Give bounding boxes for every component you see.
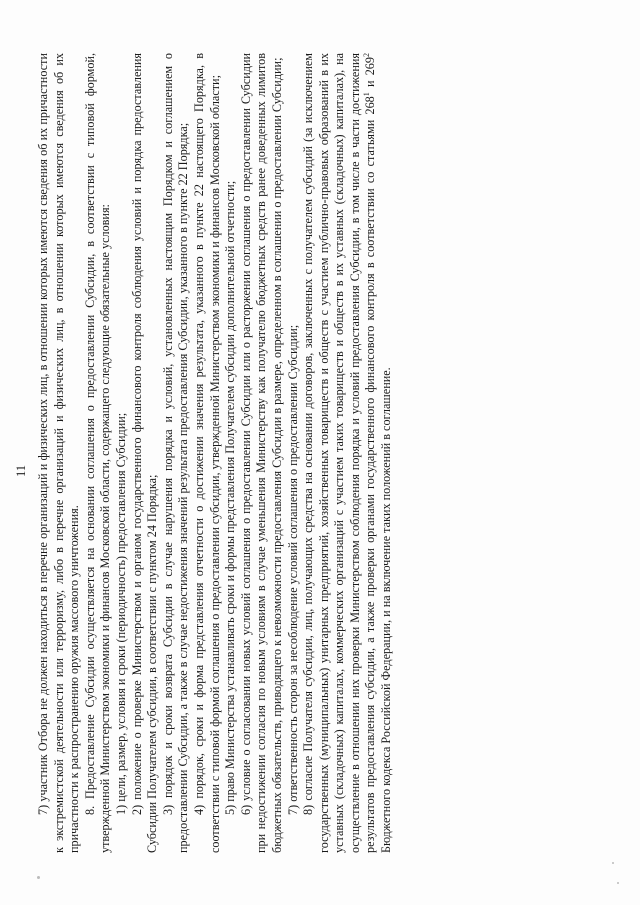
condition-7: 7) ответственность сторон за несоблюдение условий соглашения о предоставлении Субсидии; xyxy=(285,324,300,815)
paragraph-participant-lists: 7) участник Отбора не должен находиться в перечне организаций и физических лиц, в отношении которых имеются сведения об их причастности к экстремистской деятельности или терроризму, либо в перечне организаций и физических лиц, в отношении которых имеются сведения об их причастности к распространению оружия массового уничтожения. xyxy=(36,53,82,853)
condition-2: 2) положение о проверке Министерством и органом государственного финансового контроля соблюдения условий и порядка предоставления Субсидии Получателем субсидии, в соответствии с пунктом 24 Порядка; xyxy=(129,53,160,853)
superscript-2: 2 xyxy=(362,53,372,58)
paragraph-subsidy-agreement: 8. Предоставление Субсидии осуществляется на основании соглашения о предоставлении Субсидии, в соответствии с типовой формой, утвержденной Министерством экономики и финансов Московской области, содержащего следующие обязательные условия: xyxy=(82,53,113,853)
condition-8 xyxy=(301,53,395,853)
condition-8-text-cont: и 269 xyxy=(363,57,378,93)
document-body xyxy=(36,53,395,853)
superscript-1: 1 xyxy=(362,92,372,97)
page-number: 11 xyxy=(14,464,28,477)
condition-4: 4) порядок, сроки и форма представления отчетности о достижении значения результата, указанного в пункте 22 настоящего Порядка, в соответствии с типовой формой соглашения о предоставлении субсидии, утвержденной Министерством экономики и финансов Московской области; xyxy=(191,53,222,853)
condition-8-text-end: Бюджетного кодекса Российской Федерации, и на включение таких положений в соглашение. xyxy=(379,367,394,853)
condition-6: 6) условие о согласовании новых условий соглашения о предоставлении Субсидии или о расторжении соглашения о предоставлении Субсидии при недостижении согласия по новым условиям в случае уменьшения Министерству как получателю бюджетных средств ранее доведенных лимитов бюджетных обязательств, приводящего к невозможности предоставления Субсидии в размере, определенном в соглашении о предоставлении Субсидии; xyxy=(238,53,284,853)
condition-1: 1) цели, размер, условия и сроки (периодичность) предоставления Субсидии; xyxy=(113,412,128,815)
condition-8-text: 8) согласие Получателя субсидии, лиц, получающих средства на основании договоров, заключенных с получателем субсидий (за исключением государственных (муниципальных) унитарных предприятий, хозяйственных товариществ и обществ с участием публично-правовых образований в их уставных (складочных) капиталах, коммерческих организаций с участием таких товариществ и обществ в их уставных (складочных) капиталах), на осуществление в отношении них проверки Министерством соблюдения порядка и условий предоставления Субсидии, в том числе в части достижения результатов предоставления субсидии, а также проверки органами государственного финансового контроля в соответствии со статьями 268 xyxy=(301,53,378,853)
condition-3: 3) порядок и сроки возврата Субсидии в случае нарушения порядка и условий, установленных настоящим Порядком и соглашением о предоставлении Субсидии, а также в случае недостижения значений результата предоставления Субсидии, указанного в пункте 22 Порядка; xyxy=(160,53,191,853)
condition-5: 5) право Министерства устанавливать сроки и формы представления Получателем субсидии дополнительной отчетности; xyxy=(223,180,238,815)
